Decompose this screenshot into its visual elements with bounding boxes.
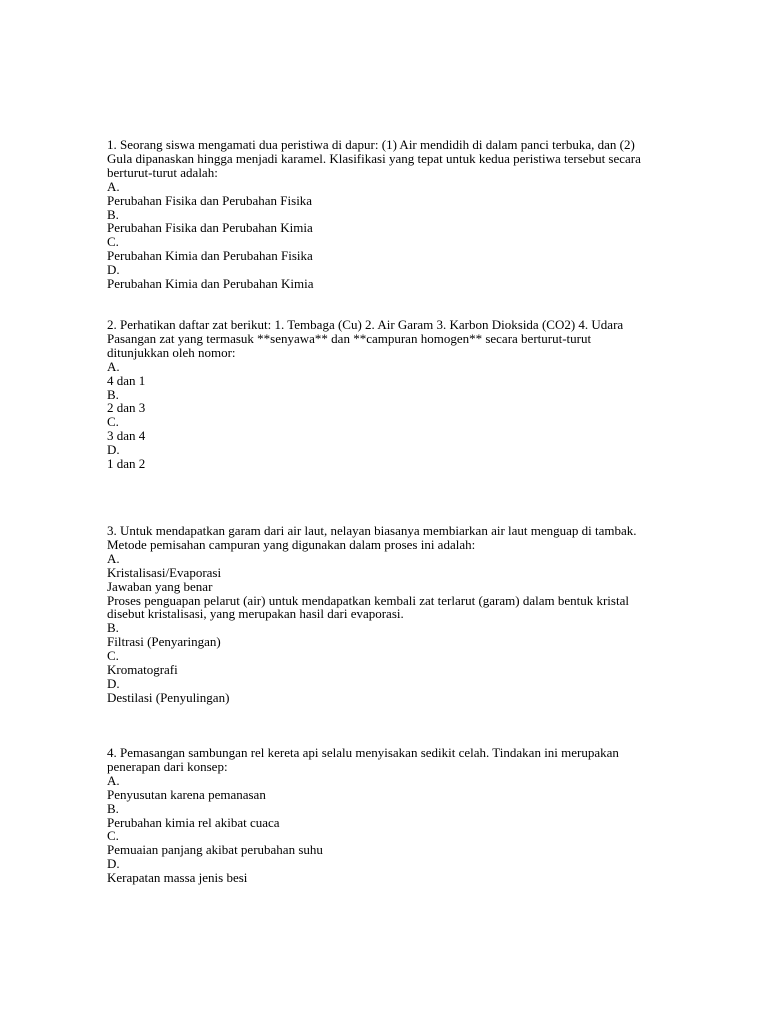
question-text: 1. Seorang siswa mengamati dua peristiwa di dapur: (1) Air mendidih di dalam panci terbuka, dan (2) Gula dipanaskan hingga menjadi karamel. Klasifikasi yang tepat untuk kedua peristiwa tersebut secara berturut-turut adalah:: [107, 137, 641, 180]
option-text-c: Perubahan Kimia dan Perubahan Fisika: [107, 248, 313, 264]
option-letter-a: A.: [107, 358, 120, 374]
option-text-a: Kristalisasi/Evaporasi: [107, 564, 222, 580]
option-text-d: Kerapatan massa jenis besi: [107, 870, 248, 886]
option-letter-a: A.: [107, 772, 120, 788]
option-letter-d: D.: [107, 442, 120, 458]
option-letter-b: B.: [107, 206, 119, 222]
option-letter-c: C.: [107, 648, 119, 664]
option-letter-b: B.: [107, 386, 119, 402]
option-text-b: Filtrasi (Penyaringan): [107, 634, 221, 650]
option-letter-c: C.: [107, 828, 119, 844]
option-letter-a: A.: [107, 550, 120, 566]
option-text-a: 4 dan 1: [107, 372, 146, 388]
option-letter-b: B.: [107, 620, 119, 636]
option-text-b: Perubahan Fisika dan Perubahan Kimia: [107, 220, 313, 236]
option-text-d: Destilasi (Penyulingan): [107, 689, 230, 705]
option-text-d: 1 dan 2: [107, 456, 146, 472]
option-letter-d: D.: [107, 675, 120, 691]
option-text-b: 2 dan 3: [107, 400, 146, 416]
question-text: 3. Untuk mendapatkan garam dari air laut, nelayan biasanya membiarkan air laut menguap di tambak. Metode pemisahan campuran yang digunakan dalam proses ini adalah:: [107, 523, 637, 552]
option-text-c: 3 dan 4: [107, 428, 146, 444]
option-text-c: Pemuaian panjang akibat perubahan suhu: [107, 842, 323, 858]
option-letter-c: C.: [107, 234, 119, 250]
option-text-a: Perubahan Fisika dan Perubahan Fisika: [107, 192, 313, 208]
question-1: [107, 138, 647, 291]
option-letter-d: D.: [107, 856, 120, 872]
question-text: 2. Perhatikan daftar zat berikut: 1. Tembaga (Cu) 2. Air Garam 3. Karbon Dioksida (CO2) 4. Udara Pasangan zat yang termasuk **senyawa** dan **campuran homogen** secara berturut-turut ditunjukkan oleh nomor:: [107, 317, 624, 360]
option-letter-d: D.: [107, 262, 120, 278]
option-text-c: Kromatografi: [107, 662, 178, 678]
option-letter-b: B.: [107, 800, 119, 816]
option-text-b: Perubahan kimia rel akibat cuaca: [107, 814, 280, 830]
option-letter-a: A.: [107, 178, 120, 194]
option-text-d: Perubahan Kimia dan Perubahan Kimia: [107, 276, 314, 292]
answer-explanation: Proses penguapan pelarut (air) untuk mendapatkan kembali zat terlarut (garam) dalam bentuk kristal disebut kristalisasi, yang merupakan hasil dari evaporasi.: [107, 592, 629, 622]
correct-answer-label: Jawaban yang benar: [107, 578, 213, 594]
question-4: [107, 746, 647, 885]
option-text-a: Penyusutan karena pemanasan: [107, 786, 266, 802]
question-3: [107, 524, 647, 705]
question-text: 4. Pemasangan sambungan rel kereta api selalu menyisakan sedikit celah. Tindakan ini merupakan penerapan dari konsep:: [107, 745, 619, 774]
option-letter-c: C.: [107, 414, 119, 430]
question-2: [107, 318, 647, 471]
